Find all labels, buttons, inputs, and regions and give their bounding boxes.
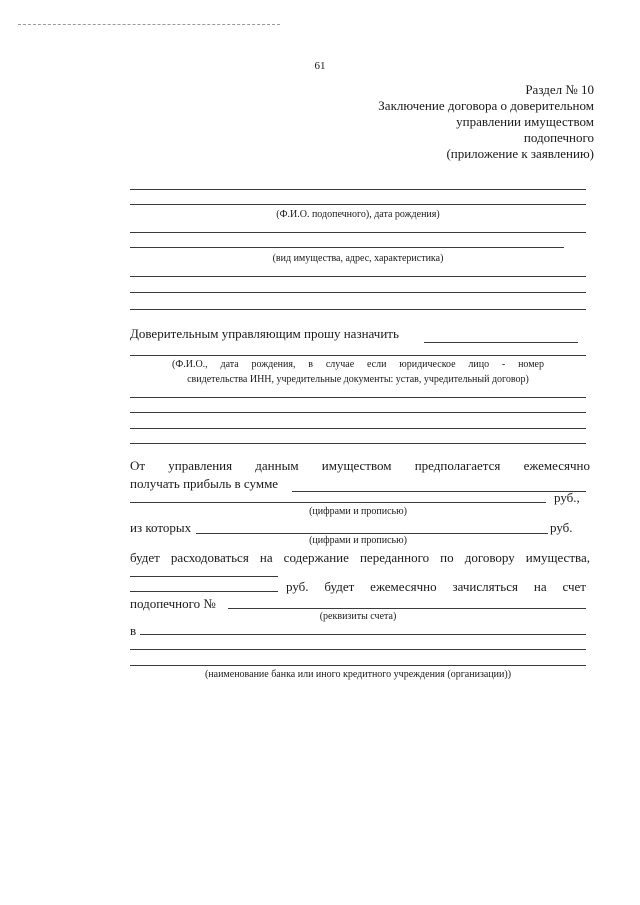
credited-text: руб. будет ежемесячно зачисляться на счет (286, 579, 586, 594)
caption-trustee-note (130, 357, 586, 387)
rub-label-2: руб. (550, 520, 573, 535)
blank-line (424, 342, 578, 343)
section-label: Раздел № 10 (525, 82, 594, 97)
caption-trustee-note-line-2: свидетельства ИНН, учредительные документы: устав, учредительный договор) (187, 374, 529, 385)
blank-line (130, 355, 586, 356)
blank-line (196, 533, 548, 534)
blank-line (130, 502, 546, 503)
section-title-line-1: Заключение договора о доверительном (378, 98, 594, 113)
caption-property: (вид имущества, адрес, характеристика) (272, 253, 444, 264)
blank-line (130, 204, 586, 205)
section-title-line-2: управлении имуществом (456, 114, 594, 129)
blank-line (130, 665, 586, 666)
blank-line (130, 232, 586, 233)
rub-label-1: руб., (554, 490, 580, 505)
caption-ward-fio: (Ф.И.О. подопечного), дата рождения) (276, 209, 440, 220)
caption-digits-words-1: (цифрами и прописью) (309, 506, 407, 517)
blank-line (140, 634, 586, 635)
blank-line (228, 608, 586, 609)
scan-artifact-line (18, 24, 280, 25)
blank-line (130, 397, 586, 398)
blank-line (130, 189, 586, 190)
ward-account-text: подопечного № (130, 596, 216, 611)
profit-text-line-1: От управления данным имуществом предполагается ежемесячно (130, 458, 590, 473)
section-title-line-3: подопечного (523, 130, 594, 145)
blank-line (130, 649, 586, 650)
blank-line (130, 576, 278, 577)
caption-digits-words-2: (цифрами и прописью) (309, 535, 407, 546)
blank-line (130, 412, 586, 413)
profit-text-line-2: получать прибыль в сумме (130, 476, 279, 491)
of-which-text: из которых (130, 520, 192, 535)
section-header (294, 82, 594, 162)
blank-line (130, 428, 586, 429)
blank-line (130, 276, 586, 277)
caption-trustee-note-line-1: (Ф.И.О., дата рождения, в случае если юридическое лицо - номер (172, 359, 544, 370)
trustee-request-text: Доверительным управляющим прошу назначить (130, 326, 399, 341)
caption-bank-name: (наименование банка или иного кредитного учреждения (организации)) (204, 669, 512, 680)
blank-line (130, 591, 278, 592)
bank-prefix-text: в (130, 623, 137, 638)
blank-line (130, 292, 586, 293)
blank-line (130, 309, 586, 310)
blank-line (130, 247, 564, 248)
caption-account-details: (реквизиты счета) (319, 611, 397, 622)
page-number: 61 (314, 60, 326, 72)
spent-text: будет расходоваться на содержание переданного по договору имущества, (130, 550, 590, 565)
blank-line (292, 491, 586, 492)
section-title-line-4: (приложение к заявлению) (446, 146, 594, 161)
blank-line (130, 443, 586, 444)
